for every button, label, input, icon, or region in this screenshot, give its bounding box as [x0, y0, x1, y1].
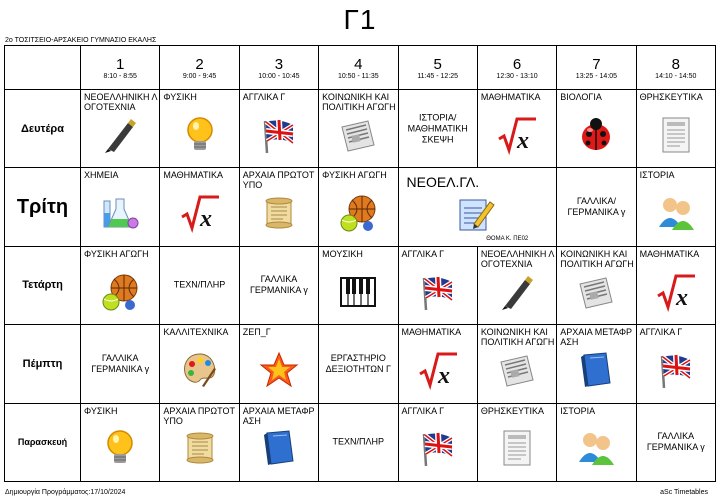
sqrt-x-icon	[418, 350, 458, 390]
lesson-subject: ΑΓΓΛΙΚΑ Γ	[242, 92, 286, 102]
lesson-cell	[636, 403, 715, 481]
uk-flag-icon	[656, 350, 696, 390]
blue-book-icon	[576, 350, 616, 390]
lesson-cell	[557, 168, 636, 246]
lesson-cell	[398, 246, 477, 324]
fountain-pen-icon	[100, 115, 140, 155]
period-time: 13:25 - 14:05	[575, 73, 618, 80]
lesson-cell	[557, 246, 636, 324]
uk-flag-icon	[418, 428, 458, 468]
light-bulb-icon	[100, 428, 140, 468]
period-number: 3	[274, 56, 284, 73]
lesson-cell	[160, 168, 239, 246]
star-icon	[259, 350, 299, 390]
lesson-subject: ΤΕΧΝ/ΠΛΗΡ	[332, 436, 385, 447]
lesson-subject: ΜΟΥΣΙΚΗ	[322, 248, 363, 259]
lesson-subject: ΑΡΧΑΙΑ ΜΕΤΑΦΡΑΣΗ	[242, 405, 315, 426]
period-header	[81, 46, 160, 90]
lesson-subject: ΑΡΧΑΙΑ ΠΡΩΤΟΤΥΠΟ	[242, 170, 315, 191]
ladybug-icon	[576, 115, 616, 155]
period-number: 4	[354, 56, 363, 73]
period-number: 6	[512, 56, 522, 73]
lesson-cell	[477, 403, 556, 481]
lesson-cell	[160, 325, 239, 403]
svg-text:x: x	[199, 206, 212, 233]
period-time: 11:45 - 12:25	[417, 73, 459, 80]
lesson-subject: ΘΡΗΣΚΕΥΤΙΚΑ	[639, 92, 703, 102]
lesson-cell	[636, 90, 715, 168]
lesson-cell	[477, 325, 556, 403]
lesson-cell	[239, 90, 318, 168]
period-number: 2	[195, 56, 204, 73]
period-header	[557, 46, 636, 90]
lesson-subject: ΦΥΣΙΚΗ	[84, 405, 118, 416]
lesson-subject: ΓΑΛΛΙΚΑ ΓΕΡΜΑΝΙΚΑ γ	[646, 431, 705, 453]
lesson-subject: ΚΟΙΝΩΝΙΚΗ ΚΑΙ ΠΟΛΙΤΙΚΗ ΑΓΩΓΗ	[560, 248, 634, 269]
blue-book-icon	[259, 428, 299, 468]
period-header	[239, 46, 318, 90]
period-header	[398, 46, 477, 90]
lesson-subject: ΑΓΓΛΙΚΑ Γ	[401, 248, 445, 259]
day-label: Πέμπτη	[5, 325, 81, 403]
light-bulb-icon	[180, 115, 220, 155]
period-time: 10:00 - 10:45	[258, 73, 300, 80]
palette-icon	[180, 350, 220, 390]
lesson-subject: ΚΑΛΛΙΤΕΧΝΙΚΑ	[163, 327, 229, 338]
lesson-cell	[239, 246, 318, 324]
lesson-cell	[398, 325, 477, 403]
lesson-subject: ΙΣΤΟΡΙΑ	[560, 405, 596, 416]
period-header	[160, 46, 239, 90]
sports-balls-icon	[338, 193, 378, 233]
lesson-cell	[557, 325, 636, 403]
teacher-note: ΘΟΜΑ Κ. ΠΕ02	[486, 235, 529, 242]
lesson-subject: ΚΟΙΝΩΝΙΚΗ ΚΑΙ ΠΟΛΙΤΙΚΗ ΑΓΩΓΗ	[322, 92, 396, 112]
school-name: 2ο ΤΟΣΙΤΣΕΙΟ-ΑΡΣΑΚΕΙΟ ΓΥΜΝΑΣΙΟ ΕΚΑΛΗΣ	[5, 37, 157, 44]
lesson-subject: ΙΣΤΟΡΙΑ/ ΜΑΘΗΜΑΤΙΚΗ ΣΚΕΨΗ	[407, 112, 468, 145]
lesson-subject: ΧΗΜΕΙΑ	[84, 170, 119, 181]
sqrt-x-icon	[656, 272, 696, 312]
lesson-subject: ΜΑΘΗΜΑΤΙΚΑ	[401, 327, 462, 338]
day-label: Τρίτη	[5, 168, 81, 246]
lesson-subject: ΚΟΙΝΩΝΙΚΗ ΚΑΙ ΠΟΛΙΤΙΚΗ ΑΓΩΓΗ	[480, 327, 555, 348]
lesson-cell	[81, 325, 160, 403]
sqrt-x-icon	[180, 193, 220, 233]
lesson-cell	[81, 246, 160, 324]
lesson-subject: ΖΕΠ_Γ	[242, 327, 271, 338]
lesson-subject: ΓΑΛΛΙΚΑ ΓΕΡΜΑΝΙΚΑ γ	[249, 274, 308, 296]
lesson-subject: ΓΑΛΛΙΚΑ ΓΕΡΜΑΝΙΚΑ γ	[91, 352, 150, 374]
lesson-cell	[160, 403, 239, 481]
uk-flag-icon	[259, 115, 299, 155]
people-icon	[656, 193, 696, 233]
software-credit: aSc Timetables	[660, 489, 708, 496]
created-date: Δημιουργία Προγράμματος:17/10/2024	[5, 489, 126, 496]
lesson-cell	[239, 168, 318, 246]
lesson-cell	[636, 246, 715, 324]
period-time: 10:50 - 11:35	[337, 73, 379, 80]
sqrt-x-icon	[497, 115, 537, 155]
period-number: 5	[433, 56, 442, 73]
day-label: Τετάρτη	[5, 246, 81, 324]
newspaper-icon	[576, 272, 616, 312]
day-row	[5, 246, 716, 324]
lesson-cell	[160, 246, 239, 324]
lesson-cell	[398, 168, 557, 246]
chemistry-flasks-icon	[100, 193, 140, 233]
lesson-cell	[319, 168, 398, 246]
page-title: Γ1	[343, 4, 377, 35]
lesson-cell	[319, 90, 398, 168]
period-time: 9:00 - 9:45	[182, 73, 217, 80]
lesson-cell	[557, 403, 636, 481]
uk-flag-icon	[418, 272, 458, 312]
svg-text:x: x	[517, 127, 530, 154]
lesson-cell	[636, 168, 715, 246]
lesson-subject: ΜΑΘΗΜΑΤΙΚΑ	[639, 248, 700, 259]
day-row	[5, 168, 716, 246]
period-header	[319, 46, 398, 90]
lesson-subject: ΑΓΓΛΙΚΑ Γ	[401, 405, 445, 416]
day-row	[5, 325, 716, 403]
lesson-subject: ΓΑΛΛΙΚΑ/ ΓΕΡΜΑΝΙΚΑ γ	[567, 196, 626, 218]
document-icon	[497, 428, 537, 468]
lesson-subject: ΤΕΧΝ/ΠΛΗΡ	[173, 279, 226, 290]
lesson-subject: ΒΙΟΛΟΓΙΑ	[560, 92, 602, 102]
lesson-cell	[319, 403, 398, 481]
lesson-cell	[477, 246, 556, 324]
lesson-cell	[81, 403, 160, 481]
day-row	[5, 90, 716, 168]
day-label: Παρασκευή	[5, 403, 81, 481]
people-icon	[576, 428, 616, 468]
newspaper-icon	[497, 350, 537, 390]
period-number: 1	[116, 56, 125, 73]
period-number: 7	[592, 56, 601, 73]
day-label: Δευτέρα	[5, 90, 81, 168]
lesson-subject: ΕΡΓΑΣΤΗΡΙΟ ΔΕΞΙΟΤΗΤΩΝ Γ	[325, 352, 391, 374]
notepad-pencil-icon	[455, 194, 497, 234]
timetable	[4, 45, 716, 482]
lesson-cell	[319, 325, 398, 403]
period-header-row	[5, 46, 716, 90]
lesson-subject: ΦΥΣΙΚΗ	[163, 92, 197, 102]
period-header	[636, 46, 715, 90]
period-time: 14:10 - 14:50	[655, 73, 697, 80]
lesson-cell	[239, 325, 318, 403]
lesson-cell	[477, 90, 556, 168]
lesson-subject: ΑΓΓΛΙΚΑ Γ	[639, 327, 683, 338]
lesson-subject: ΙΣΤΟΡΙΑ	[639, 170, 675, 181]
corner-cell	[5, 46, 81, 90]
lesson-cell	[160, 90, 239, 168]
lesson-cell	[557, 90, 636, 168]
scroll-icon	[180, 428, 220, 468]
lesson-subject: ΦΥΣΙΚΗ ΑΓΩΓΗ	[84, 248, 149, 259]
lesson-subject: ΜΑΘΗΜΑΤΙΚΑ	[480, 92, 541, 102]
svg-text:x: x	[437, 363, 450, 390]
lesson-cell	[636, 325, 715, 403]
svg-text:x: x	[675, 284, 688, 311]
lesson-subject: ΑΡΧΑΙΑ ΜΕΤΑΦΡΑΣΗ	[560, 327, 633, 348]
lesson-subject: ΑΡΧΑΙΑ ΠΡΩΤΟΤΥΠΟ	[163, 405, 235, 426]
lesson-cell	[239, 403, 318, 481]
lesson-cell	[319, 246, 398, 324]
sports-balls-icon	[100, 272, 140, 312]
scroll-icon	[259, 193, 299, 233]
lesson-subject: ΜΑΘΗΜΑΤΙΚΑ	[163, 170, 224, 181]
piano-keys-icon	[338, 272, 378, 312]
period-time: 8:10 - 8:55	[103, 73, 137, 80]
lesson-subject: ΝΕΟΕΛΛΗΝΙΚΗ ΛΟΓΟΤΕΧΝΙΑ	[480, 248, 555, 269]
document-icon	[656, 115, 696, 155]
period-number: 8	[671, 56, 680, 73]
period-header	[477, 46, 556, 90]
lesson-cell	[81, 168, 160, 246]
lesson-cell	[398, 403, 477, 481]
lesson-cell	[81, 90, 160, 168]
lesson-subject: ΦΥΣΙΚΗ ΑΓΩΓΗ	[322, 170, 387, 181]
day-row	[5, 403, 716, 481]
lesson-subject: ΝΕΟΕΛ.ΓΛ.	[406, 174, 480, 191]
newspaper-icon	[338, 115, 378, 155]
fountain-pen-icon	[497, 272, 537, 312]
lesson-cell	[398, 90, 477, 168]
lesson-subject: ΝΕΟΕΛΛΗΝΙΚΗ ΛΟΓΟΤΕΧΝΙΑ	[84, 92, 158, 112]
period-time: 12:30 - 13:10	[496, 73, 538, 80]
lesson-subject: ΘΡΗΣΚΕΥΤΙΚΑ	[480, 405, 544, 416]
